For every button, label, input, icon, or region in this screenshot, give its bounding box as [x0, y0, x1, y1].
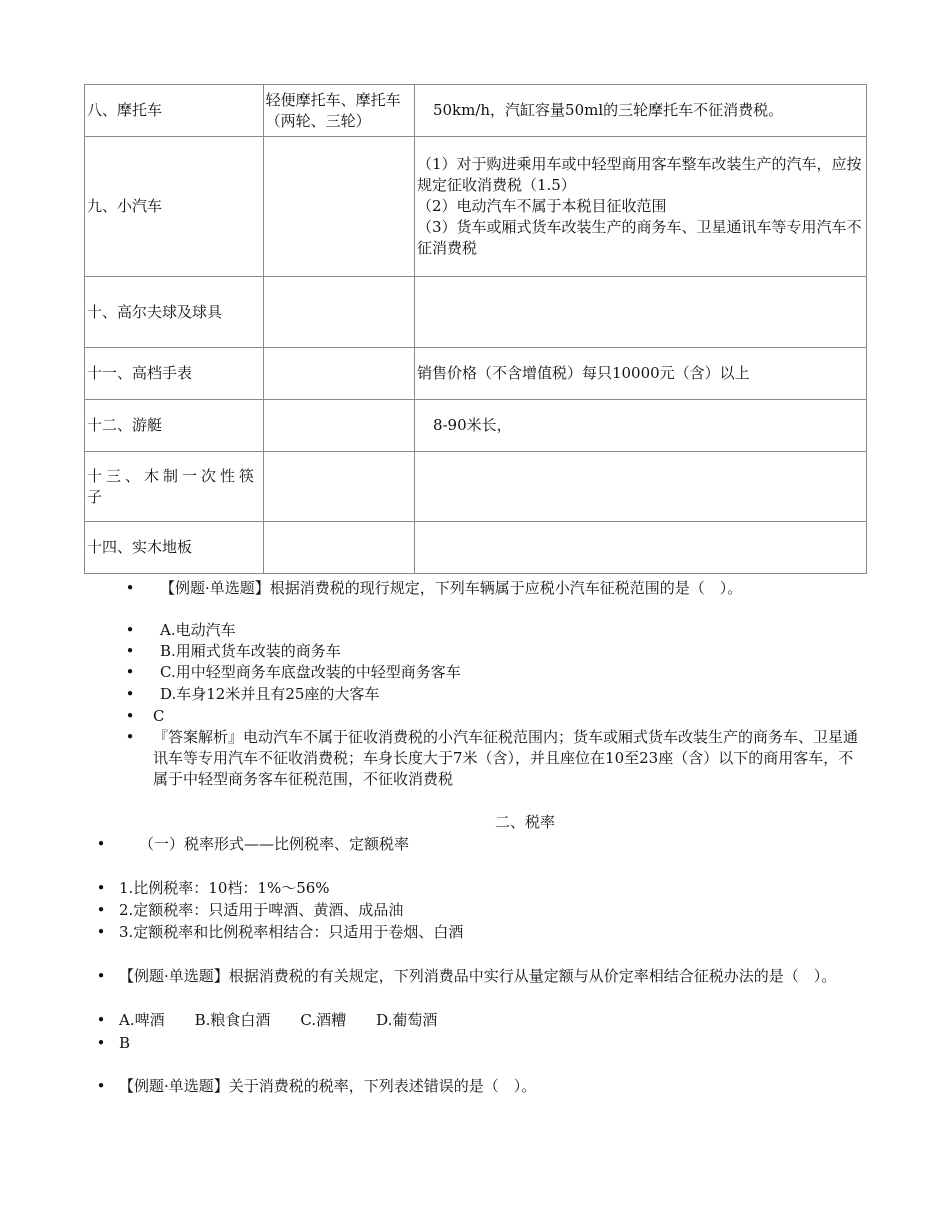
list-item [95, 900, 875, 921]
note-cell [414, 452, 866, 522]
note-cell [414, 85, 866, 137]
rate-item: 2.定额税率：只适用于啤酒、黄酒、成品油 [119, 901, 404, 919]
tax-item-cell: 十二、游艇 [85, 400, 264, 452]
table-row [85, 137, 867, 277]
list-item [95, 1076, 875, 1097]
subitem-cell [263, 400, 414, 452]
table-row [85, 522, 867, 574]
list-item [124, 727, 868, 811]
answer-text: B [119, 1034, 131, 1052]
tax-item-cell: 十一、高档手表 [85, 348, 264, 400]
question-stem: 【例题·单选题】根据消费税的有关规定，下列消费品中实行从量定额与从价定率相结合征税办法的是（ ）。 [119, 967, 837, 985]
list-item [95, 922, 875, 943]
rate-item: 1.比例税率：10档：1%～56% [119, 879, 330, 897]
tax-item-cell: 十三、木制一次性筷子 [85, 452, 264, 522]
bullet-icon: • [125, 621, 135, 639]
note-cell: 8-90米长， [414, 400, 866, 452]
tax-item-cell: 九、小汽车 [85, 137, 264, 277]
bullet-icon: • [125, 579, 135, 597]
tax-item-cell: 十四、实木地板 [85, 522, 264, 574]
bullet-icon: • [96, 879, 106, 897]
subitem-cell [263, 522, 414, 574]
tax-item-cell: 八、摩托车 [85, 85, 264, 137]
subsection-title: （一）税率形式——比例税率、定额税率 [139, 835, 410, 853]
bullet-icon: • [96, 923, 106, 941]
table-row [85, 400, 867, 452]
answer-analysis: 『答案解析』电动汽车不属于征收消费税的小汽车征税范围内；货车或厢式货车改装生产的商务车、卫星通讯车等专用汽车不征收消费税；车身长度大于7米（含），并且座位在10至23座（含）以下的商用客车，不属于中轻型商务客车征税范围，不征收消费税 [153, 728, 859, 788]
note-line: （2）电动汽车不属于本税目征收范围 [416, 197, 667, 215]
list-item [124, 578, 868, 620]
list-item [95, 1010, 875, 1031]
note-line: 50km/h，汽缸容量50ml的三轮摩托车不征消费税。 [432, 101, 784, 119]
rate-item: 3.定额税率和比例税率相结合：只适用于卷烟、白酒 [119, 923, 464, 941]
bullet-icon: • [125, 707, 135, 725]
question-options: A.啤酒 B.粮食白酒 C.酒糟 D.葡萄酒 [119, 1011, 438, 1029]
note-cell [414, 522, 866, 574]
tax-item-cell: 十、高尔夫球及球具 [85, 277, 264, 348]
list-item [124, 706, 868, 727]
note-cell: 销售价格（不含增值税）每只10000元（含）以上 [414, 348, 866, 400]
bullet-icon: • [125, 728, 135, 746]
list-item [124, 620, 868, 641]
bullet-icon: • [96, 901, 106, 919]
note-cell [414, 277, 866, 348]
bullet-icon: • [96, 1077, 106, 1095]
option-a: A.电动汽车 [160, 621, 236, 639]
subitem-cell [263, 348, 414, 400]
bullet-icon: • [125, 642, 135, 660]
consumption-tax-table [84, 84, 867, 574]
question-stem: 【例题·单选题】根据消费税的现行规定，下列车辆属于应税小汽车征税范围的是（ ）。 [160, 579, 743, 597]
bullet-icon: • [125, 685, 135, 703]
list-item [124, 684, 868, 705]
list-item [124, 662, 868, 683]
list-item [95, 834, 875, 855]
list-item [95, 878, 875, 899]
list-item [124, 641, 868, 662]
section-title: 二、税率 [494, 813, 555, 831]
table-row [85, 348, 867, 400]
bullet-icon: • [96, 1034, 106, 1052]
subitem-cell: 轻便摩托车、摩托车（两轮、三轮） [263, 85, 414, 137]
bullet-icon: • [125, 663, 135, 681]
note-line: （1）对于购进乘用车或中轻型商用客车整车改装生产的汽车，应按规定征收消费税（1.5） [416, 155, 862, 194]
subitem-cell [263, 277, 414, 348]
bullet-icon: • [96, 835, 106, 853]
table-row [85, 452, 867, 522]
bullet-icon: • [96, 967, 106, 985]
table-row [85, 85, 867, 137]
option-d: D.车身12米并且有25座的大客车 [160, 685, 380, 703]
answer-text: C [153, 707, 165, 725]
bullet-icon: • [96, 1011, 106, 1029]
list-item [95, 1033, 875, 1054]
table-row [85, 277, 867, 348]
option-b: B.用厢式货车改装的商务车 [160, 642, 341, 660]
question-stem: 【例题·单选题】关于消费税的税率，下列表述错误的是（ ）。 [119, 1077, 537, 1095]
note-cell [414, 137, 866, 277]
subitem-cell [263, 137, 414, 277]
list-item [95, 966, 875, 1008]
option-c: C.用中轻型商务车底盘改装的中轻型商务客车 [160, 663, 461, 681]
subitem-cell [263, 452, 414, 522]
note-line: （3）货车或厢式货车改装生产的商务车、卫星通讯车等专用汽车不征消费税 [416, 218, 862, 257]
